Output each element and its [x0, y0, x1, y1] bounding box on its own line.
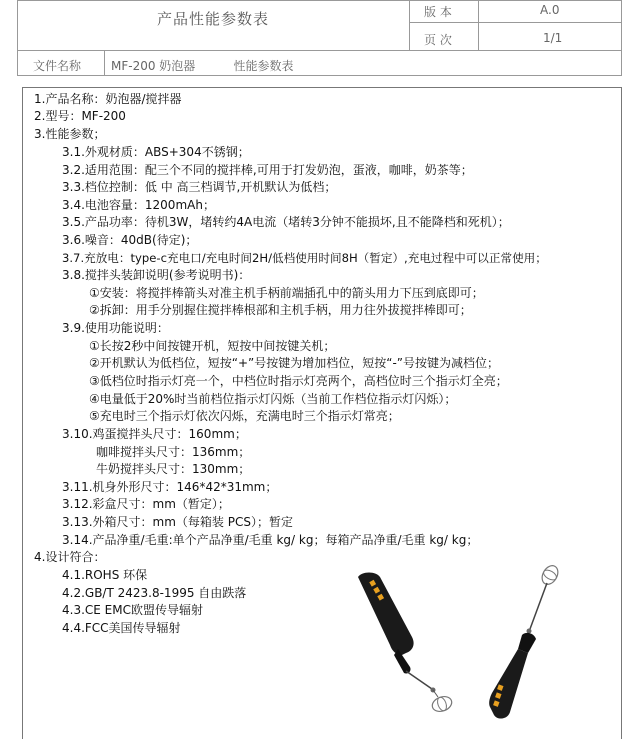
header-right-border: [621, 0, 622, 76]
spec-line: 3.9.使用功能说明：: [62, 321, 169, 335]
spec-line: 3.8.搅拌头装卸说明(参考说明书)：: [62, 268, 251, 282]
frother-left: [358, 573, 454, 714]
spec-line: 3.1.外观材质：ABS+304不锈钢；: [62, 145, 250, 159]
product-image: [352, 557, 632, 732]
spec-line: ①安装：将搅拌棒箭头对准主机手柄前端插孔中的箭头用力下压到底即可；: [89, 286, 484, 300]
frother-right: [489, 563, 561, 719]
header-title-divider: [409, 0, 410, 50]
spec-line: ②开机默认为低档位，短按“+”号按键为增加档位，短按“-”号按键为减档位；: [89, 356, 500, 370]
spec-line: 3.6.噪音：40dB(待定)；: [62, 233, 198, 247]
spec-line: 3.14.产品净重/毛重:单个产品净重/毛重 kg/ kg；每箱产品净重/毛重 kg/ kg；: [62, 533, 479, 547]
spec-line: 4.2.GB/T 2423.8-1995 自由跌落: [62, 586, 247, 600]
spec-line: ③低档位时指示灯亮一个，中档位时指示灯亮两个，高档位时三个指示灯全亮；: [89, 374, 508, 388]
spec-line: 3.10.鸡蛋搅拌头尺寸：160mm；: [62, 427, 247, 441]
header-bottom-border: [17, 75, 621, 76]
spec-line: 3.5.产品功率：待机3W，堵转约4A电流（堵转3分钟不能损坏,且不能降档和死机）；: [62, 215, 510, 229]
header-row-divider: [409, 22, 621, 23]
header-top-border: [17, 0, 621, 1]
spec-line: ④电量低于20%时当前档位指示灯闪烁（当前工作档位指示灯闪烁）；: [89, 392, 457, 406]
spec-line: 牛奶搅拌头尺寸：130mm；: [96, 462, 251, 476]
page-value: 1/1: [543, 31, 563, 45]
spec-line: ①长按2秒中间按键开机，短按中间按键关机；: [89, 339, 336, 353]
spec-line: 2.型号：MF-200: [34, 109, 126, 123]
page-label: 页 次: [424, 33, 452, 47]
filename-divider: [104, 50, 105, 75]
header-middle-border: [17, 50, 621, 51]
spec-line: 3.11.机身外形尺寸：146*42*31mm；: [62, 480, 278, 494]
spec-line: 3.13.外箱尺寸：mm（每箱装 PCS）；暂定: [62, 515, 293, 529]
header-label-divider: [478, 0, 479, 50]
filename-value: MF-200 奶泡器 性能参数表: [111, 59, 294, 73]
filename-label: 文件名称: [33, 59, 82, 73]
spec-line: 3.12.彩盒尺寸：mm（暂定）；: [62, 497, 230, 511]
spec-line: 3.3.档位控制：低 中 高三档调节,开机默认为低档；: [62, 180, 337, 194]
version-label: 版 本: [424, 5, 452, 19]
spec-line: 4.1.ROHS 环保: [62, 568, 148, 582]
spec-line: 1.产品名称：奶泡器/搅拌器: [34, 92, 182, 106]
spec-line: 3.性能参数；: [34, 127, 106, 141]
page-title: 产品性能参数表: [156, 10, 269, 28]
version-value: A.0: [540, 3, 560, 17]
spec-line: 咖啡搅拌头尺寸：136mm；: [96, 445, 251, 459]
spec-line: 4.4.FCC美国传导辐射: [62, 621, 181, 635]
spec-line: 3.7.充放电：type-c充电口/充电时间2H/低档使用时间8H（暂定）,充电过程中可以正常使用；: [62, 251, 547, 265]
spec-line: 3.2.适用范围：配三个不同的搅拌棒,可用于打发奶泡，蛋液，咖啡，奶茶等；: [62, 163, 473, 177]
spec-line: 3.4.电池容量：1200mAh；: [62, 198, 215, 212]
spec-line: 4.3.CE EMC欧盟传导辐射: [62, 603, 203, 617]
spec-line: ⑤充电时三个指示灯依次闪烁，充满电时三个指示灯常亮；: [89, 409, 400, 423]
spec-line: 4.设计符合：: [34, 550, 106, 564]
spec-line: ②拆卸：用手分别握住搅拌棒根部和主机手柄，用力往外拔搅拌棒即可；: [89, 303, 472, 317]
